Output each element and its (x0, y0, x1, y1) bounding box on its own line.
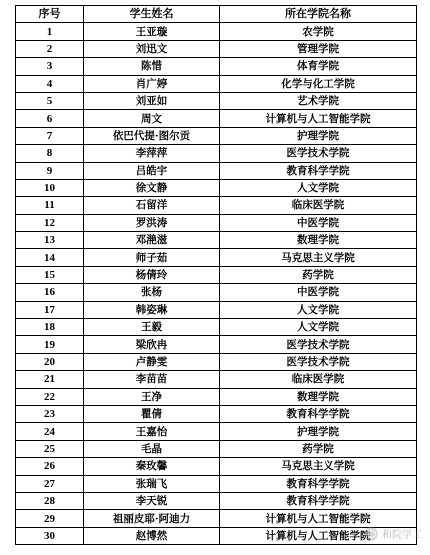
row-index: 21 (16, 371, 84, 388)
row-student-name: 梁欣冉 (84, 336, 220, 353)
row-college-name: 计算机与人工智能学院 (220, 527, 417, 544)
table-row (16, 40, 417, 57)
row-student-name: 依巴代提·图尔贡 (84, 127, 220, 144)
row-student-name: 王净 (84, 388, 220, 405)
table-body (16, 23, 417, 545)
row-college-name: 护理学院 (220, 423, 417, 440)
row-college-name: 农学院 (220, 23, 417, 40)
row-student-name: 祖丽皮耶·阿迪力 (84, 510, 220, 527)
table-row (16, 23, 417, 40)
row-college-name: 马克思主义学院 (220, 458, 417, 475)
row-index: 24 (16, 423, 84, 440)
row-college-name: 中医学院 (220, 214, 417, 231)
row-index: 4 (16, 75, 84, 92)
table-row (16, 232, 417, 249)
row-college-name: 药学院 (220, 440, 417, 457)
row-student-name: 韩姿琳 (84, 301, 220, 318)
row-student-name: 师子茹 (84, 249, 220, 266)
row-college-name: 临床医学院 (220, 371, 417, 388)
row-index: 25 (16, 440, 84, 457)
table-row (16, 458, 417, 475)
row-college-name: 管理学院 (220, 40, 417, 57)
table-row (16, 353, 417, 370)
table-row (16, 510, 417, 527)
table-row (16, 145, 417, 162)
row-index: 18 (16, 319, 84, 336)
row-index: 13 (16, 232, 84, 249)
row-index: 9 (16, 162, 84, 179)
row-college-name: 医学技术学院 (220, 353, 417, 370)
row-index: 14 (16, 249, 84, 266)
student-list-sheet (15, 5, 416, 545)
row-college-name: 数理学院 (220, 232, 417, 249)
table-row (16, 127, 417, 144)
row-student-name: 李天锐 (84, 492, 220, 509)
table-row (16, 266, 417, 283)
row-college-name: 药学院 (220, 266, 417, 283)
watermark (364, 526, 422, 541)
row-college-name: 人文学院 (220, 319, 417, 336)
row-student-name: 刘亚如 (84, 92, 220, 109)
row-college-name: 化学与化工学院 (220, 75, 417, 92)
row-index: 10 (16, 179, 84, 196)
row-student-name: 张杨 (84, 284, 220, 301)
row-index: 12 (16, 214, 84, 231)
row-student-name: 吕皓宇 (84, 162, 220, 179)
row-index: 6 (16, 110, 84, 127)
student-table (15, 5, 417, 545)
table-row (16, 388, 417, 405)
row-college-name: 计算机与人工智能学院 (220, 510, 417, 527)
header-college-name: 所在学院名称 (220, 6, 417, 23)
row-index: 15 (16, 266, 84, 283)
row-college-name: 数理学院 (220, 388, 417, 405)
row-index: 20 (16, 353, 84, 370)
table-row (16, 423, 417, 440)
row-student-name: 石留洋 (84, 197, 220, 214)
row-student-name: 王嘉怡 (84, 423, 220, 440)
table-row (16, 405, 417, 422)
row-student-name: 肖广婷 (84, 75, 220, 92)
row-college-name: 人文学院 (220, 179, 417, 196)
row-index: 7 (16, 127, 84, 144)
table-row (16, 179, 417, 196)
table-row (16, 197, 417, 214)
row-student-name: 瞿倩 (84, 405, 220, 422)
row-college-name: 教育科学学院 (220, 405, 417, 422)
row-index: 29 (16, 510, 84, 527)
row-student-name: 徐文静 (84, 179, 220, 196)
row-student-name: 周文 (84, 110, 220, 127)
row-student-name: 毛晶 (84, 440, 220, 457)
row-college-name: 医学技术学院 (220, 145, 417, 162)
row-college-name: 教育科学学院 (220, 162, 417, 179)
table-row (16, 214, 417, 231)
header-index: 序号 (16, 6, 84, 23)
row-student-name: 秦玫馨 (84, 458, 220, 475)
wechat-channel-icon (364, 527, 378, 541)
row-index: 23 (16, 405, 84, 422)
row-college-name: 体育学院 (220, 58, 417, 75)
table-row (16, 371, 417, 388)
row-index: 16 (16, 284, 84, 301)
table-row (16, 110, 417, 127)
table-row (16, 249, 417, 266)
table-row (16, 440, 417, 457)
header-student-name: 学生姓名 (84, 6, 220, 23)
row-student-name: 卢静雯 (84, 353, 220, 370)
row-student-name: 陈惜 (84, 58, 220, 75)
table-row (16, 475, 417, 492)
row-index: 5 (16, 92, 84, 109)
row-student-name: 刘迅文 (84, 40, 220, 57)
row-student-name: 邓滟滋 (84, 232, 220, 249)
table-row (16, 92, 417, 109)
row-index: 26 (16, 458, 84, 475)
row-index: 30 (16, 527, 84, 544)
table-row (16, 527, 417, 544)
row-student-name: 杨倩玲 (84, 266, 220, 283)
table-row (16, 58, 417, 75)
row-index: 3 (16, 58, 84, 75)
row-student-name: 张瑞飞 (84, 475, 220, 492)
row-college-name: 艺术学院 (220, 92, 417, 109)
row-college-name: 人文学院 (220, 301, 417, 318)
row-college-name: 教育科学学院 (220, 492, 417, 509)
table-header-row (16, 6, 417, 23)
table-row (16, 492, 417, 509)
row-student-name: 李苗苗 (84, 371, 220, 388)
table-row (16, 162, 417, 179)
row-college-name: 计算机与人工智能学院 (220, 110, 417, 127)
row-index: 22 (16, 388, 84, 405)
row-student-name: 罗洪涛 (84, 214, 220, 231)
row-college-name: 马克思主义学院 (220, 249, 417, 266)
table-row (16, 301, 417, 318)
row-student-name: 李萍萍 (84, 145, 220, 162)
row-index: 1 (16, 23, 84, 40)
row-college-name: 临床医学院 (220, 197, 417, 214)
row-student-name: 王毅 (84, 319, 220, 336)
row-college-name: 医学技术学院 (220, 336, 417, 353)
table-row (16, 75, 417, 92)
table-row (16, 284, 417, 301)
row-index: 28 (16, 492, 84, 509)
row-student-name: 王亚璇 (84, 23, 220, 40)
row-college-name: 护理学院 (220, 127, 417, 144)
table-row (16, 319, 417, 336)
row-index: 27 (16, 475, 84, 492)
row-index: 8 (16, 145, 84, 162)
row-college-name: 中医学院 (220, 284, 417, 301)
table-row (16, 336, 417, 353)
row-college-name: 教育科学学院 (220, 475, 417, 492)
watermark-text: 和院学工 (382, 530, 422, 541)
row-index: 11 (16, 197, 84, 214)
row-student-name: 赵博然 (84, 527, 220, 544)
row-index: 2 (16, 40, 84, 57)
row-index: 17 (16, 301, 84, 318)
row-index: 19 (16, 336, 84, 353)
